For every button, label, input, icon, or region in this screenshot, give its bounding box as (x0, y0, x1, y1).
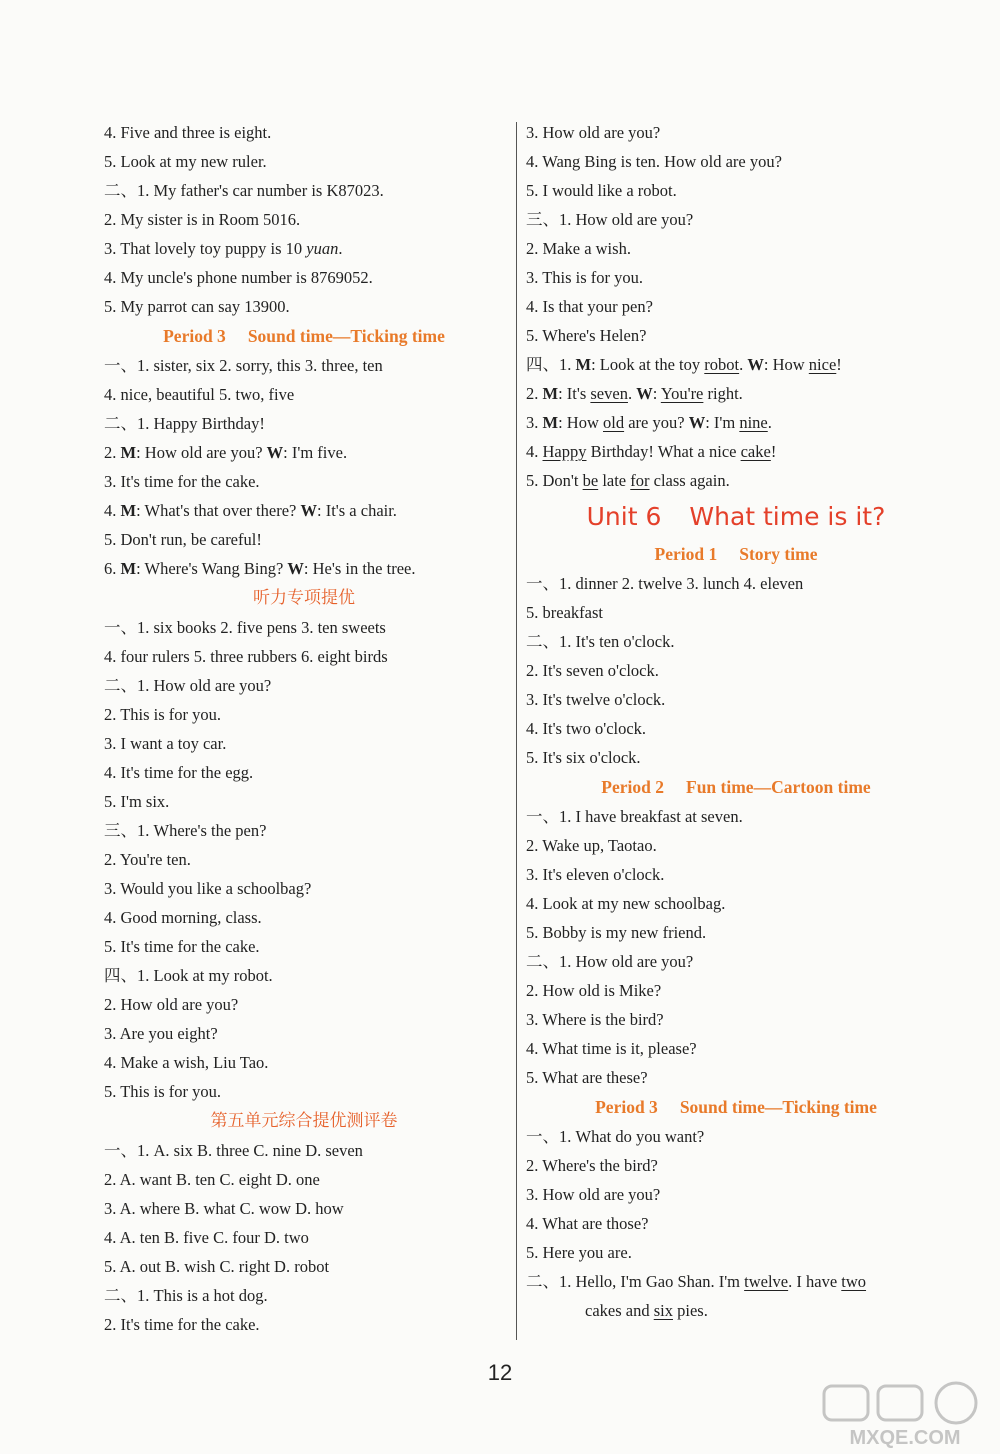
answer-line: 5. My parrot can say 13900. (104, 297, 290, 316)
answer-line: 2. It's time for the cake. (104, 1315, 260, 1334)
answer-line: 2. It's seven o'clock. (526, 661, 659, 680)
answer-line: 3. Would you like a schoolbag? (104, 879, 312, 898)
answer-line: 2. M: It's seven. W: You're right. (526, 384, 743, 403)
answer-line: 4. Look at my new schoolbag. (526, 894, 726, 913)
answer-line: 5. I'm six. (104, 792, 170, 811)
answer-line: 4. nice, beautiful 5. two, five (104, 385, 295, 404)
answer-line: 一、1. six books 2. five pens 3. ten sweets (104, 618, 386, 637)
underlined-answer: Happy (542, 442, 587, 461)
answer-line: 4. four rulers 5. three rubbers 6. eight birds (104, 647, 388, 666)
section-heading: Period 3 Sound time—Ticking time (595, 1097, 877, 1117)
underlined-answer: You're (660, 384, 704, 403)
underlined-answer: six (653, 1301, 673, 1320)
answer-line: 四、1. M: Look at the toy robot. W: How nice! (526, 355, 842, 374)
answer-line: 一、1. sister, six 2. sorry, this 3. three, ten (104, 356, 383, 375)
answer-line: 5. Don't run, be careful! (104, 530, 262, 549)
answer-line: 4. Is that your pen? (526, 297, 653, 316)
underlined-answer: nice (808, 355, 837, 374)
answer-line: 5. A. out B. wish C. right D. robot (104, 1257, 330, 1276)
answer-line: 3. It's time for the cake. (104, 472, 260, 491)
answer-line: 4. It's time for the egg. (104, 763, 254, 782)
answer-line: 2. How old are you? (104, 995, 239, 1014)
answer-line: 3. How old are you? (526, 1185, 661, 1204)
answer-line: 3. M: How old are you? W: I'm nine. (526, 413, 772, 432)
answer-line: 3. I want a toy car. (104, 734, 227, 753)
answer-line-continued: cakes and six pies. (585, 1301, 708, 1320)
answer-line: 二、1. How old are you? (104, 676, 272, 695)
answer-line: 2. Where's the bird? (526, 1156, 658, 1175)
answer-line: 4. Five and three is eight. (104, 123, 272, 142)
section-heading: 第五单元综合提优测评卷 (210, 1111, 398, 1131)
underlined-answer: robot (704, 355, 740, 374)
answer-line: 3. Are you eight? (104, 1024, 218, 1043)
answer-line: 4. A. ten B. five C. four D. two (104, 1228, 309, 1247)
answer-line: 5. It's time for the cake. (104, 937, 260, 956)
answer-line: 三、1. Where's the pen? (104, 821, 267, 840)
answer-line: 3. It's eleven o'clock. (526, 865, 665, 884)
answer-line: 二、1. This is a hot dog. (104, 1286, 268, 1305)
left-column (104, 118, 504, 1339)
answer-line: 3. A. where B. what C. wow D. how (104, 1199, 344, 1218)
answer-line: 2. A. want B. ten C. eight D. one (104, 1170, 320, 1189)
answer-line: 2. M: How old are you? W: I'm five. (104, 443, 348, 462)
answer-line: 4. M: What's that over there? W: It's a chair. (104, 501, 397, 520)
answer-line: 5. Don't be late for class again. (526, 471, 730, 490)
section-heading: Period 3 Sound time—Ticking time (163, 326, 445, 346)
answer-line: 5. This is for you. (104, 1082, 222, 1101)
unit-title: Unit 6 What time is it? (586, 502, 886, 531)
answer-line: 3. How old are you? (526, 123, 661, 142)
answer-line: 一、1. dinner 2. twelve 3. lunch 4. eleven (526, 574, 804, 593)
answer-line: 5. It's six o'clock. (526, 748, 641, 767)
underlined-answer: two (841, 1272, 867, 1291)
answer-line: 2. You're ten. (104, 850, 191, 869)
answer-line: 4. It's two o'clock. (526, 719, 647, 738)
answer-line: 4. Make a wish, Liu Tao. (104, 1053, 269, 1072)
answer-line: 5. Here you are. (526, 1243, 632, 1262)
right-column (526, 118, 946, 1325)
section-heading: Period 1 Story time (654, 544, 818, 564)
answer-line: 4. My uncle's phone number is 8769052. (104, 268, 373, 287)
answer-line: 3. That lovely toy puppy is 10 yuan. (104, 239, 343, 258)
answer-line: 3. It's twelve o'clock. (526, 690, 666, 709)
answer-line: 二、1. My father's car number is K87023. (104, 181, 384, 200)
answer-line: 二、1. Happy Birthday! (104, 414, 265, 433)
answer-line: 2. My sister is in Room 5016. (104, 210, 301, 229)
answer-line: 5. What are these? (526, 1068, 648, 1087)
underlined-answer: be (582, 471, 599, 490)
underlined-answer: cake (740, 442, 771, 461)
answer-line: 2. This is for you. (104, 705, 222, 724)
answer-line: 2. How old is Mike? (526, 981, 662, 1000)
italic-word: yuan (306, 239, 339, 258)
answer-line: 5. Look at my new ruler. (104, 152, 267, 171)
answer-line: 4. Happy Birthday! What a nice cake! (526, 442, 777, 461)
underlined-answer: seven (590, 384, 628, 403)
answer-line: 3. Where is the bird? (526, 1010, 664, 1029)
underlined-answer: old (603, 413, 625, 432)
answer-line: 2. Make a wish. (526, 239, 631, 258)
answer-line: 5. Where's Helen? (526, 326, 647, 345)
answer-line: 二、1. How old are you? (526, 952, 694, 971)
answer-line: 4. What time is it, please? (526, 1039, 697, 1058)
answer-line: 5. I would like a robot. (526, 181, 677, 200)
answer-line: 5. breakfast (526, 603, 603, 622)
answer-line: 2. Wake up, Taotao. (526, 836, 657, 855)
answer-line: 二、1. It's ten o'clock. (526, 632, 675, 651)
answer-line: 5. Bobby is my new friend. (526, 923, 707, 942)
page-number: 12 (487, 1360, 513, 1385)
answer-line: 一、1. I have breakfast at seven. (526, 807, 743, 826)
answer-line: 一、1. What do you want? (526, 1127, 705, 1146)
answer-line: 4. Good morning, class. (104, 908, 262, 927)
watermark-text: MXQE.COM (849, 1427, 961, 1449)
underlined-answer: nine (739, 413, 768, 432)
column-divider (516, 122, 517, 1340)
answer-line: 一、1. A. six B. three C. nine D. seven (104, 1141, 363, 1160)
underlined-answer: for (630, 471, 650, 490)
section-heading: Period 2 Fun time—Cartoon time (601, 777, 871, 797)
answer-line: 三、1. How old are you? (526, 210, 694, 229)
answer-line: 4. What are those? (526, 1214, 649, 1233)
answer-line: 3. This is for you. (526, 268, 644, 287)
answer-line: 四、1. Look at my robot. (104, 966, 273, 985)
watermark-logo (820, 1380, 990, 1450)
underlined-answer: twelve (744, 1272, 789, 1291)
answer-line: 6. M: Where's Wang Bing? W: He's in the tree. (104, 559, 416, 578)
section-heading: 听力专项提优 (253, 588, 355, 608)
answer-line: 4. Wang Bing is ten. How old are you? (526, 152, 782, 171)
answer-line: 二、1. Hello, I'm Gao Shan. I'm twelve. I have two (526, 1272, 867, 1291)
